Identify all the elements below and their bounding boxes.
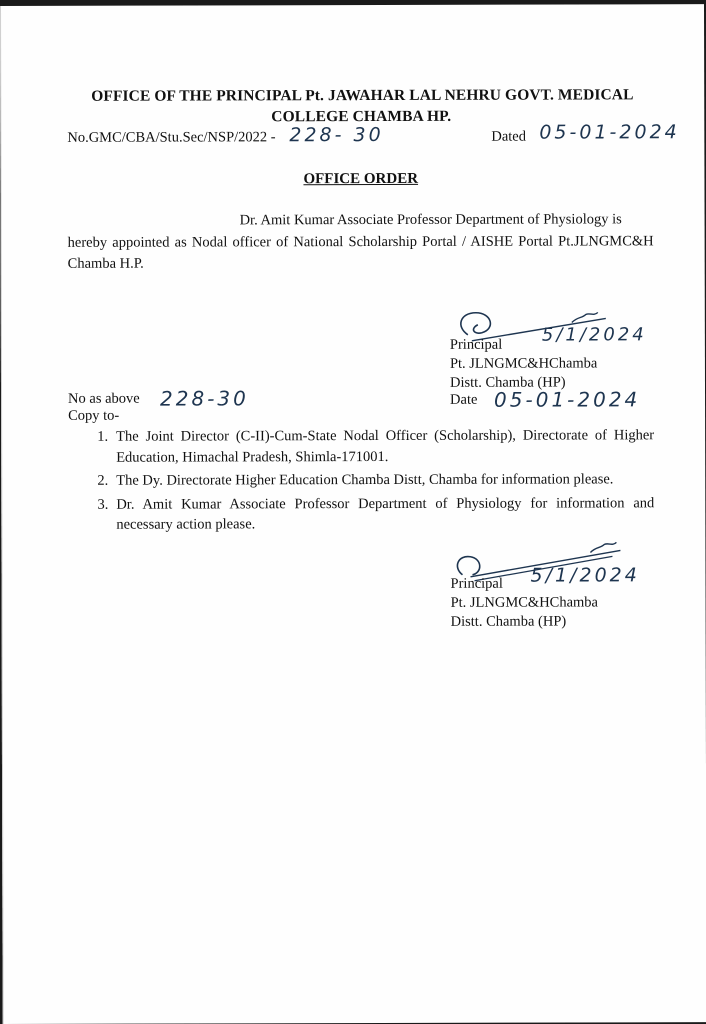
no-as-above-label: No as above: [68, 390, 140, 407]
reference-number: No.GMC/CBA/Stu.Sec/NSP/2022 -: [67, 129, 276, 146]
no-as-above-handwritten: 228-30: [159, 386, 249, 411]
list-item: 1. The Joint Director (C-II)-Cum-State Nodal Officer (Scholarship), Directorate of Higher Education, Himachal Pradesh, Shimla-171001.: [97, 427, 655, 466]
copy-to-label: Copy to-: [68, 407, 120, 424]
body-first-line: Dr. Amit Kumar Associate Professor Department of Physiology is: [239, 211, 622, 229]
signature1-title: Principal: [449, 336, 503, 353]
signature2-initials-date: 5/1/2024: [530, 564, 640, 587]
signature2-district: Distt. Chamba (HP): [450, 613, 567, 630]
signature1-initials-date: 5/1/2024: [541, 324, 647, 346]
signature1-date-label: Date: [450, 391, 478, 408]
office-order-title: OFFICE ORDER: [303, 170, 419, 188]
signature1-district: Distt. Chamba (HP): [449, 374, 566, 391]
signature2-title: Principal: [450, 575, 503, 592]
office-header-line1: OFFICE OF THE PRINCIPAL Pt. JAWAHAR LAL NEHRU GOVT. MEDICAL: [91, 86, 634, 105]
dated-handwritten: 05-01-2024: [539, 121, 680, 144]
reference-number-handwritten: 228- 30: [289, 123, 384, 147]
list-item: 2. The Dy. Directorate Higher Education Chamba Distt, Chamba for information please.: [97, 471, 614, 489]
signature1-block: [450, 335, 598, 392]
list-item: 3. Dr. Amit Kumar Associate Professor Department of Physiology for information and necessary action please.: [97, 494, 655, 533]
body-paragraph: hereby appointed as Nodal officer of National Scholarship Portal / AISHE Portal Pt.JLNGMC&H Chamba H.P.: [67, 233, 654, 272]
copy-to-list: [72, 425, 654, 538]
dated-label: Dated: [491, 128, 526, 145]
office-header-line2: COLLEGE CHAMBA HP.: [271, 107, 452, 126]
document-page: [0, 4, 706, 1024]
signature2-block: [450, 574, 598, 631]
signature1-institution: Pt. JLNGMC&HChamba: [449, 355, 598, 372]
signature2-institution: Pt. JLNGMC&HChamba: [450, 594, 599, 611]
signature1-date-handwritten: 05-01-2024: [494, 387, 641, 412]
